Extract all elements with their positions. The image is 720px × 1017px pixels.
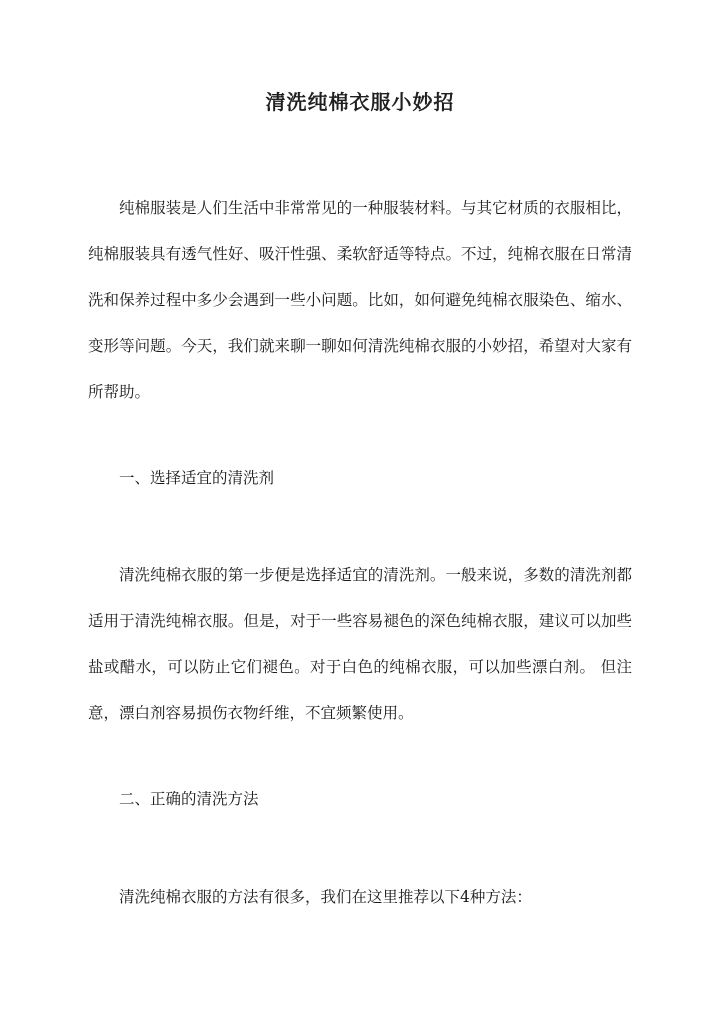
- intro-paragraph: 纯棉服装是人们生活中非常常见的一种服装材料。与其它材质的衣服相比，纯棉服装具有透气性好、吸汗性强、柔软舒适等特点。不过，纯棉衣服在日常清洗和保养过程中多少会遇到一些小问题。比如，如何避免纯棉衣服染色、缩水、变形等问题。今天，我们就来聊一聊如何清洗纯棉衣服的小妙招，希望对大家有所帮助。: [88, 199, 632, 401]
- section-heading-2: 二、正确的清洗方法: [119, 790, 259, 808]
- section-paragraph-2: 清洗纯棉衣服的方法有很多，我们在这里推荐以下4种方法：: [119, 888, 532, 906]
- section-heading-1: 一、选择适宜的清洗剂: [119, 469, 275, 487]
- section-paragraph-1: 清洗纯棉衣服的第一步便是选择适宜的清洗剂。一般来说，多数的清洗剂都适用于清洗纯棉衣服。但是，对于一些容易褪色的深色纯棉衣服，建议可以加些盐或醋水，可以防止它们褪色。对于白色的纯棉衣服，可以加些漂白剂。 但注意，漂白剂容易损伤衣物纤维，不宜频繁使用。: [88, 566, 632, 722]
- document-title: 清洗纯棉衣服小妙招: [265, 90, 455, 114]
